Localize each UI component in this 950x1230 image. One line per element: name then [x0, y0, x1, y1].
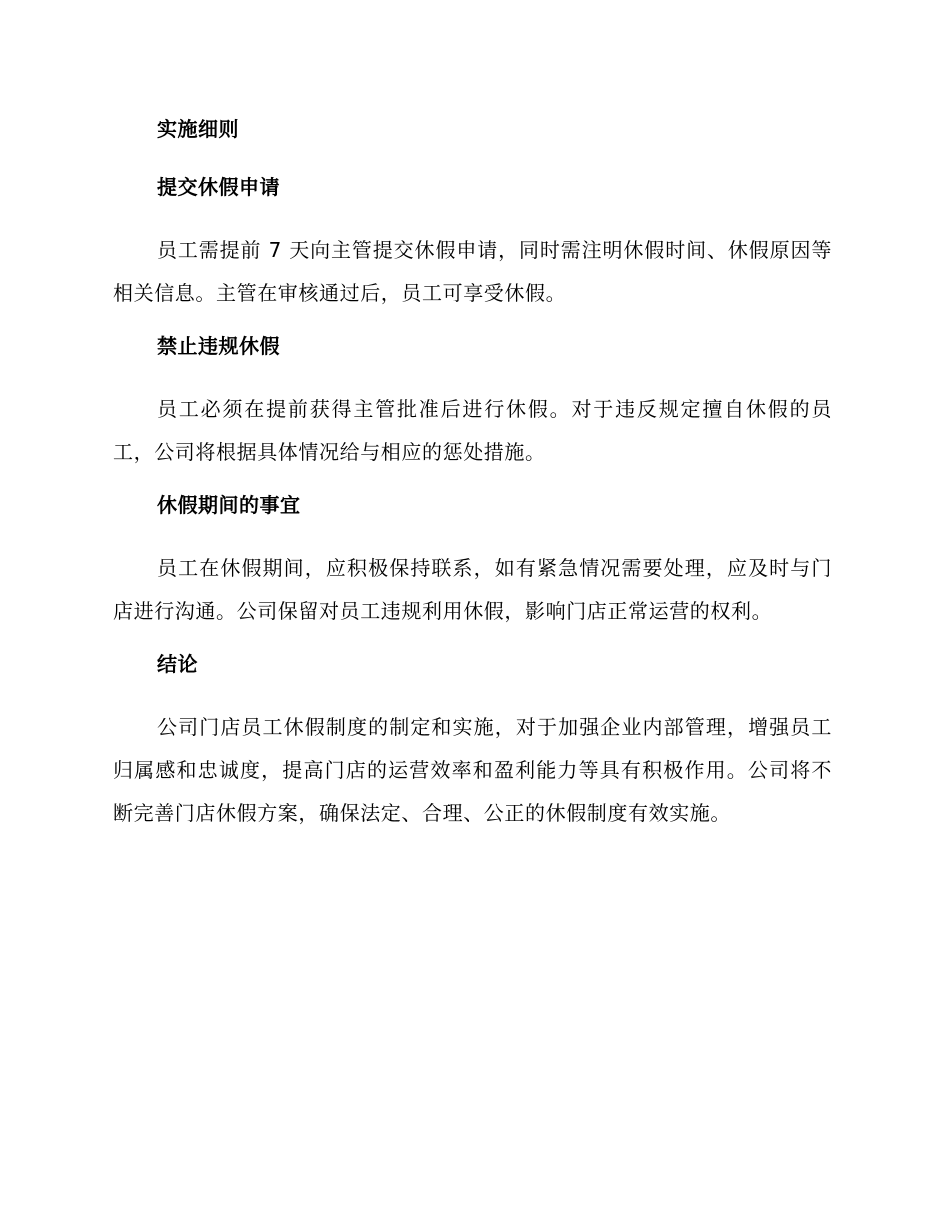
paragraph-prohibit-violation: 员工必须在提前获得主管批准后进行休假。对于违反规定擅自休假的员工，公司将根据具体情况给与相应的惩处措施。: [113, 397, 832, 464]
paragraph-submit-leave: 员工需提前 7 天向主管提交休假申请，同时需注明休假时间、休假原因等相关信息。主管在审核通过后，员工可享受休假。: [113, 238, 832, 305]
heading-submit-leave: 提交休假申请: [157, 175, 280, 199]
heading-conclusion: 结论: [157, 652, 198, 676]
paragraph-during-leave: 员工在休假期间，应积极保持联系，如有紧急情况需要处理，应及时与门店进行沟通。公司保留对员工违规利用休假，影响门店正常运营的权利。: [113, 556, 832, 623]
section-title: 实施细则: [157, 117, 239, 141]
paragraph-conclusion: 公司门店员工休假制度的制定和实施，对于加强企业内部管理，增强员工归属感和忠诚度，提高门店的运营效率和盈利能力等具有积极作用。公司将不断完善门店休假方案，确保法定、合理、公正的休假制度有效实施。: [113, 715, 832, 825]
heading-prohibit-violation: 禁止违规休假: [157, 334, 280, 358]
heading-during-leave: 休假期间的事宜: [157, 493, 301, 517]
